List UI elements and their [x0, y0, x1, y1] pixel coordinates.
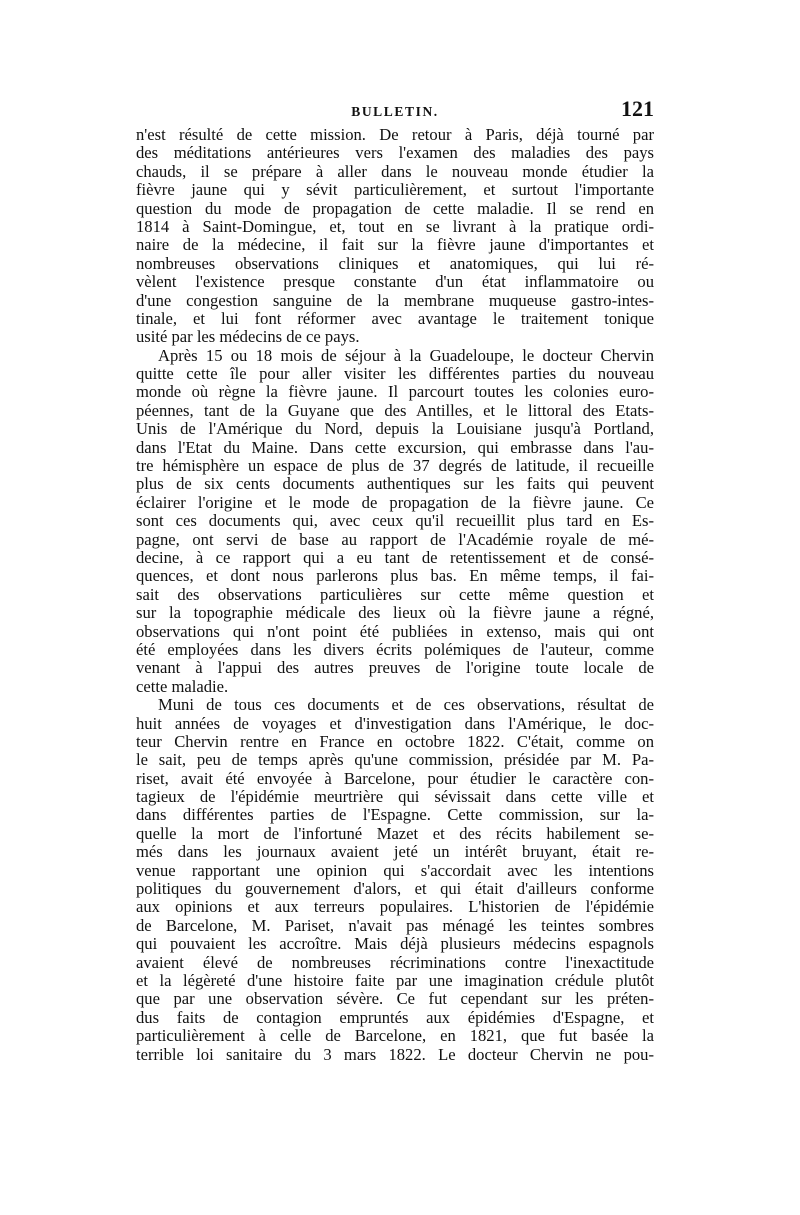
text-line: qui pouvaient les accroître. Mais déjà plusieurs médecins espagnols — [136, 934, 654, 954]
page-number: 121 — [621, 96, 654, 121]
text-line: més dans les journaux avaient jeté un intérêt bruyant, était re- — [136, 842, 654, 862]
text-line: et la légèreté d'une histoire faite par une imagination crédule plutôt — [136, 970, 654, 990]
text-line: politiques du gouvernement d'alors, et qui était d'ailleurs conforme — [136, 879, 654, 899]
text-line: sur la topographie médicale des lieux où la fièvre jaune a régné, — [136, 603, 654, 623]
text-line: éclairer l'origine et le mode de propagation de la fièvre jaune. Ce — [136, 492, 654, 512]
paragraph-start-line: Muni de tous ces documents et de ces observations, résultat de — [158, 695, 654, 715]
text-line: péennes, tant de la Guyane que des Antilles, et le littoral des Etats- — [136, 400, 654, 420]
page-header — [136, 96, 654, 122]
text-line: riset, avait été envoyée à Barcelone, pour étudier le caractère con- — [136, 768, 654, 788]
text-line: tinale, et lui font réformer avec avantage le traitement tonique — [136, 308, 654, 328]
text-line: observations qui n'ont point été publiées in extenso, mais qui ont — [136, 621, 654, 641]
text-line: aux opinions et aux terreurs populaires. L'historien de l'épidémie — [136, 897, 654, 917]
text-line: monde où règne la fièvre jaune. Il parcourt toutes les colonies euro- — [136, 382, 654, 402]
text-line: decine, à ce rapport qui a eu tant de retentissement et de consé- — [136, 547, 654, 567]
text-line: que par une observation sévère. Ce fut cependant sur les préten- — [136, 989, 654, 1009]
text-line: sait des observations particulières sur cette même question et — [136, 584, 654, 604]
text-line: plus de six cents documents authentiques sur les faits qui peuvent — [136, 474, 654, 494]
text-line: pagne, ont servi de base au rapport de l'Académie royale de mé- — [136, 529, 654, 549]
text-line: quitte cette île pour aller visiter les différentes parties du nouveau — [136, 364, 654, 384]
body-text — [136, 126, 654, 1064]
text-line: tre hémisphère un espace de plus de 37 degrés de latitude, il recueille — [136, 456, 654, 476]
paragraph-start-line: Après 15 ou 18 mois de séjour à la Guadeloupe, le docteur Chervin — [158, 345, 654, 365]
text-line: question du mode de propagation de cette maladie. Il se rend en — [136, 198, 654, 218]
text-line: avaient élevé de nombreuses récriminations contre l'inexactitude — [136, 952, 654, 972]
text-line: été employées dans les divers écrits polémiques de l'auteur, comme — [136, 639, 654, 659]
paragraph-end-line: usité par les médecins de ce pays. — [136, 327, 360, 347]
text-line: des méditations antérieures vers l'examen des maladies des pays — [136, 143, 654, 163]
text-line: chauds, il se prépare à aller dans le nouveau monde étudier la — [136, 161, 654, 181]
text-line: dus faits de contagion empruntés aux épidémies d'Espagne, et — [136, 1007, 654, 1027]
text-line: tagieux de l'épidémie meurtrière qui sévissait dans cette ville et — [136, 787, 654, 807]
text-line: 1814 à Saint-Domingue, et, tout en se livrant à la pratique ordi- — [136, 216, 654, 236]
text-line: d'une congestion sanguine de la membrane muqueuse gastro-intes- — [136, 290, 654, 310]
text-line: teur Chervin rentre en France en octobre 1822. C'était, comme on — [136, 731, 654, 751]
text-line: dans différentes parties de l'Espagne. Cette commission, sur la- — [136, 805, 654, 825]
text-line: sont ces documents qui, avec ceux qu'il recueillit plus tard en Es- — [136, 511, 654, 531]
text-line: fièvre jaune qui y sévit particulièrement, et surtout l'importante — [136, 180, 654, 200]
text-line: quences, et dont nous parlerons plus bas. En même temps, il fai- — [136, 566, 654, 586]
text-line: quelle la mort de l'infortuné Mazet et des récits habilement se- — [136, 823, 654, 843]
paragraph-end-line: cette maladie. — [136, 676, 229, 696]
text-line: particulièrement à celle de Barcelone, en 1821, que fut basée la — [136, 1026, 654, 1046]
text-line: venant à l'appui des autres preuves de l'origine toute locale de — [136, 658, 654, 678]
text-line: naire de la médecine, il fait sur la fièvre jaune d'importantes et — [136, 235, 654, 255]
text-line: dans l'Etat du Maine. Dans cette excursion, qui embrasse dans l'au- — [136, 437, 654, 457]
text-line: vèlent l'existence presque constante d'un état inflammatoire ou — [136, 272, 654, 292]
running-head: BULLETIN. — [351, 104, 439, 119]
text-line: venue rapportant une opinion qui s'accordait avec les intentions — [136, 860, 654, 880]
text-line: terrible loi sanitaire du 3 mars 1822. Le docteur Chervin ne pou- — [136, 1044, 654, 1064]
text-line: huit années de voyages et d'investigation dans l'Amérique, le doc- — [136, 713, 654, 733]
text-line: nombreuses observations cliniques et anatomiques, qui lui ré- — [136, 253, 654, 273]
text-line: Unis de l'Amérique du Nord, depuis la Louisiane jusqu'à Portland, — [136, 419, 654, 439]
text-line: n'est résulté de cette mission. De retour à Paris, déjà tourné par — [136, 125, 654, 144]
text-line: de Barcelone, M. Pariset, n'avait pas ménagé les teintes sombres — [136, 915, 654, 935]
text-line: le sait, peu de temps après qu'une commission, présidée par M. Pa- — [136, 750, 654, 770]
